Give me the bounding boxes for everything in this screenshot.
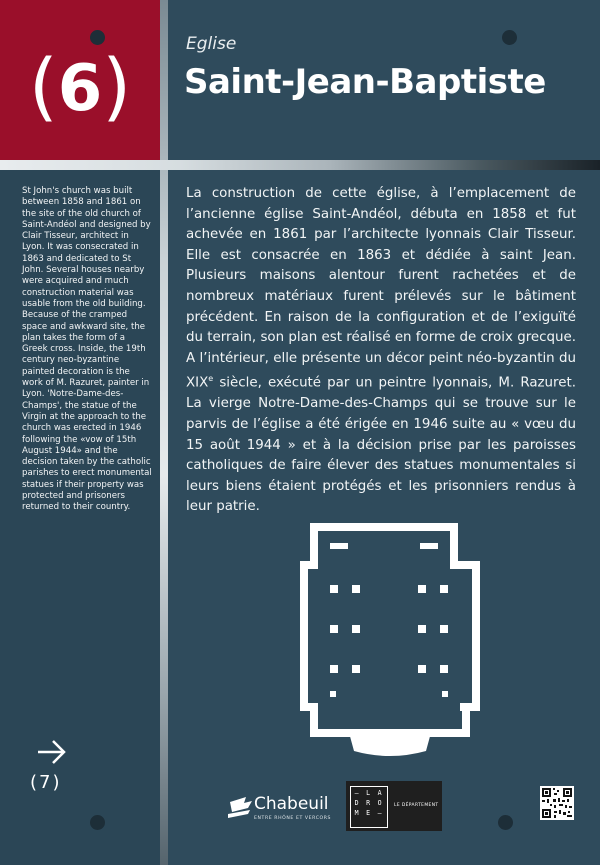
french-description — [186, 184, 576, 518]
number-value: 6 — [57, 52, 103, 126]
drome-letters-row-1: – L A — [354, 789, 384, 797]
drome-letters-row-3: M E – — [354, 809, 384, 817]
chabeuil-logo-tagline: ENTRE RHÔNE ET VERCORS — [254, 816, 332, 821]
drome-logo-letters — [354, 788, 384, 818]
vertical-divider — [160, 0, 168, 865]
stop-number — [0, 42, 160, 128]
mount-bolt-top-left — [90, 30, 105, 45]
mount-bolt-top-right — [502, 30, 517, 45]
drome-departement-label: LE DÉPARTEMENT — [394, 803, 439, 808]
french-text-part-2: siècle, exécuté par un peintre lyonnais, M. Razuret. La vierge Notre-Dame-des-Champs qui se trouve sur le parvis de l’église a été érigée en 1946 suite au « vœu du 15 août 1944 » et à la décision prise par les paroisses catholiques de faire élever des statues monumentales si leurs biens étaient protégés et les prisonniers rendus à leur patrie. — [186, 375, 576, 515]
qr-code-icon[interactable] — [540, 786, 574, 820]
church-floor-plan — [300, 515, 480, 760]
french-text-part-1: La construction de cette église, à l’emplacement de l’ancienne église Saint-Andéol, débuta en 1858 et fut achevée en 1861 par l’architecte lyonnais Clair Tisseur. Elle est consacrée en 1863 et dédiée à saint Jean. Plusieurs maisons alentour furent rachetées et de nombreux matériaux furent prélevés sur le bâtiment précédent. En raison de la configuration et de l’exiguïté du terrain, son plan est réalisé en forme de croix grecque. A l’intérieur, elle présente un décor peint néo-byzantin du XIX — [186, 186, 576, 391]
horizontal-divider — [0, 160, 600, 170]
english-description: St John's church was built between 1858 and 1861 on the site of the old church of Saint-Andéol and designed by Clair Tisseur, architect in Lyon. It was consecrated in 1863 and dedicated to St John. Several houses nearby were acquired and much construction material was usable from the old building. Because of the cramped space and awkward site, the plan takes the form of a Greek cross. Inside, the 19th century neo-byzantine painted decoration is the work of M. Razuret, painter in Lyon. 'Notre-Dame-des-Champs', the statue of the Virgin at the approach to the church was erected in 1946 following the «vow of 15th August 1944» and the decision taken by the catholic parishes to erect monumental statues if their property was protected and prisoners returned to their country. — [22, 186, 152, 513]
arrow-right-icon[interactable] — [36, 738, 68, 766]
number-badge — [0, 0, 160, 160]
drome-letters-row-2: D R O — [354, 799, 384, 807]
next-stop-label[interactable]: (7) — [30, 772, 62, 793]
chabeuil-logo-text: Chabeuil — [254, 794, 329, 814]
page-eyebrow: Eglise — [186, 34, 237, 54]
mount-bolt-bottom-right — [498, 815, 513, 830]
number-close-paren: ) — [102, 44, 132, 130]
page-title: Saint-Jean-Baptiste — [184, 62, 546, 102]
number-open-paren: ( — [28, 44, 58, 130]
french-superscript: e — [208, 374, 214, 384]
mount-bolt-bottom-left — [90, 815, 105, 830]
